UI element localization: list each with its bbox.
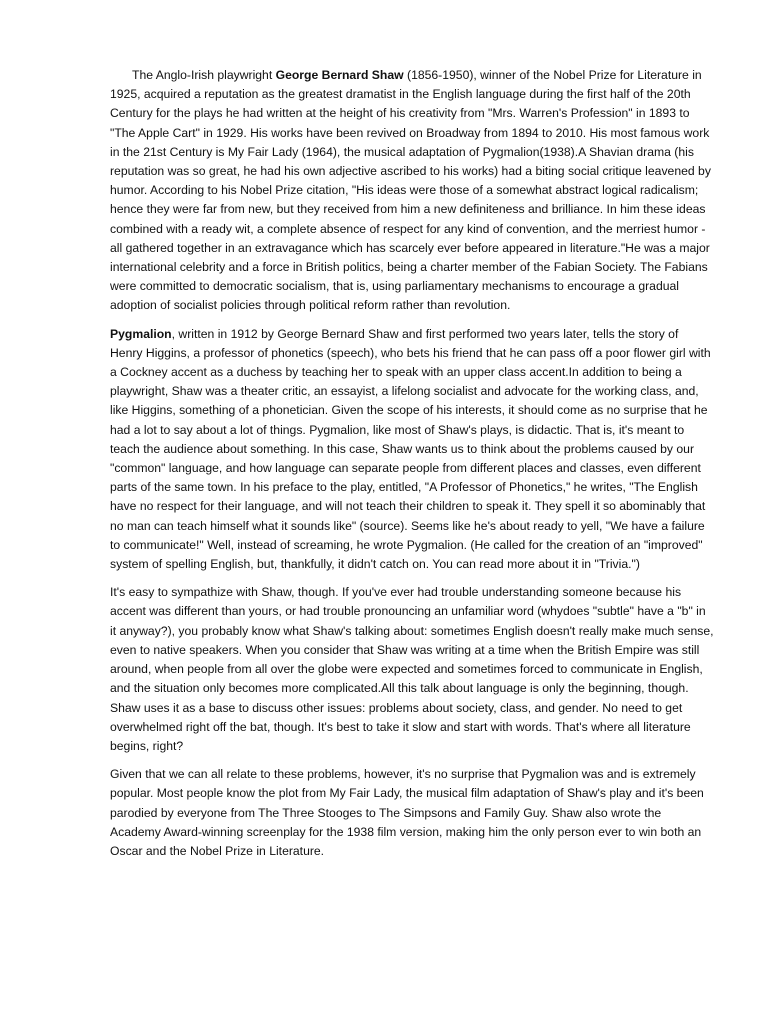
paragraph-intro-text: The Anglo-Irish playwright bbox=[132, 68, 276, 82]
paragraph-pygmalion-summary bbox=[110, 325, 714, 575]
paragraph-shaw-biography bbox=[110, 66, 714, 316]
paragraph-popularity: Given that we can all relate to these problems, however, it's no surprise that Pygmalion was and is extremely popular. Most people know the plot from My Fair Lady, the musical film adaptation of Shaw's play and it's been parodied by everyone from The Three Stooges to The Simpsons and Family Guy. Shaw also wrote the Academy Award-winning screenplay for the 1938 film version, making him the only person ever to win both an Oscar and the Nobel Prize in Literature. bbox=[110, 767, 704, 858]
document-page bbox=[110, 66, 714, 870]
paragraph-body-text: (1856-1950), winner of the Nobel Prize for Literature in 1925, acquired a reputation as the greatest dramatist in the English language during the first half of the 20th Century for the plays he had written at the height of his creativity from "Mrs. Warren's Profession" in 1893 to "The Apple Cart" in 1929. His works have been revived on Broadway from 1894 to 2010. His most famous work in the 21st Century is My Fair Lady (1964), the musical adaptation of Pygmalion(1938).A Shavian drama (his reputation was so great, he had his own adjective ascribed to his works) had a biting social critique leavened by humor. According to his Nobel Prize citation, "His ideas were those of a somewhat abstract logical radicalism; hence they were far from new, but they received from him a new definiteness and brilliance. In him these ideas combined with a ready wit, a complete absence of respect for any kind of convention, and the merriest humor - all gathered together in an extravagance which has scarcely ever before appeared in literature."He was a major international celebrity and a force in British politics, being a charter member of the Fabian Society. The Fabians were committed to democratic socialism, that is, using parliamentary mechanisms to encourage a gradual adoption of socialist policies through political reform rather than revolution. bbox=[110, 68, 711, 313]
paragraph-language-discussion: It's easy to sympathize with Shaw, though. If you've ever had trouble understanding someone because his accent was different than yours, or had trouble pronouncing an unfamiliar word (whydoes "subtle" have a "b" in it anyway?), you probably know what Shaw's talking about: sometimes English doesn't really make much sense, even to native speakers. When you consider that Shaw was writing at a time when the British Empire was still around, when people from all over the globe were expected and sometimes forced to communicate in English, and the situation only becomes more complicated.All this talk about language is only the beginning, though. Shaw uses it as a base to discuss other issues: problems about society, class, and gender. No need to get overwhelmed right off the bat, though. It's best to take it slow and start with words. That's where all literature begins, right? bbox=[110, 585, 714, 753]
play-title: Pygmalion bbox=[110, 326, 172, 341]
playwright-name: George Bernard Shaw bbox=[275, 68, 404, 82]
paragraph-body-text: , written in 1912 by George Bernard Shaw and first performed two years later, tells the story of Henry Higgins, a professor of phonetics (speech), who bets his friend that he can pass off a poor flower girl with a Cockney accent as a duchess by teaching her to speak with an upper class accent.In addition to being a playwright, Shaw was a theater critic, an essayist, a lifelong socialist and advocate for the working class, and, like Higgins, something of a phonetician. Given the scope of his interests, it should come as no surprise that he had a lot to say about a lot of things. Pygmalion, like most of Shaw's plays, is didactic. That is, it's meant to teach the audience about something. In this case, Shaw wants us to think about the problems caused by our "common" language, and how language can separate people from different places and classes, even different parts of the same town. In his preface to the play, entitled, "A Professor of Phonetics," he writes, "The English have no respect for their language, and will not teach their children to speak it. They spell it so abominably that no man can teach himself what it sounds like" (source). Seems like he's about ready to yell, "We have a failure to communicate!" Well, instead of screaming, he wrote Pygmalion. (He called for the creation of an "improved" system of spelling English, but, thankfully, it didn't catch on. You can read more about it in "Trivia.") bbox=[110, 326, 711, 572]
